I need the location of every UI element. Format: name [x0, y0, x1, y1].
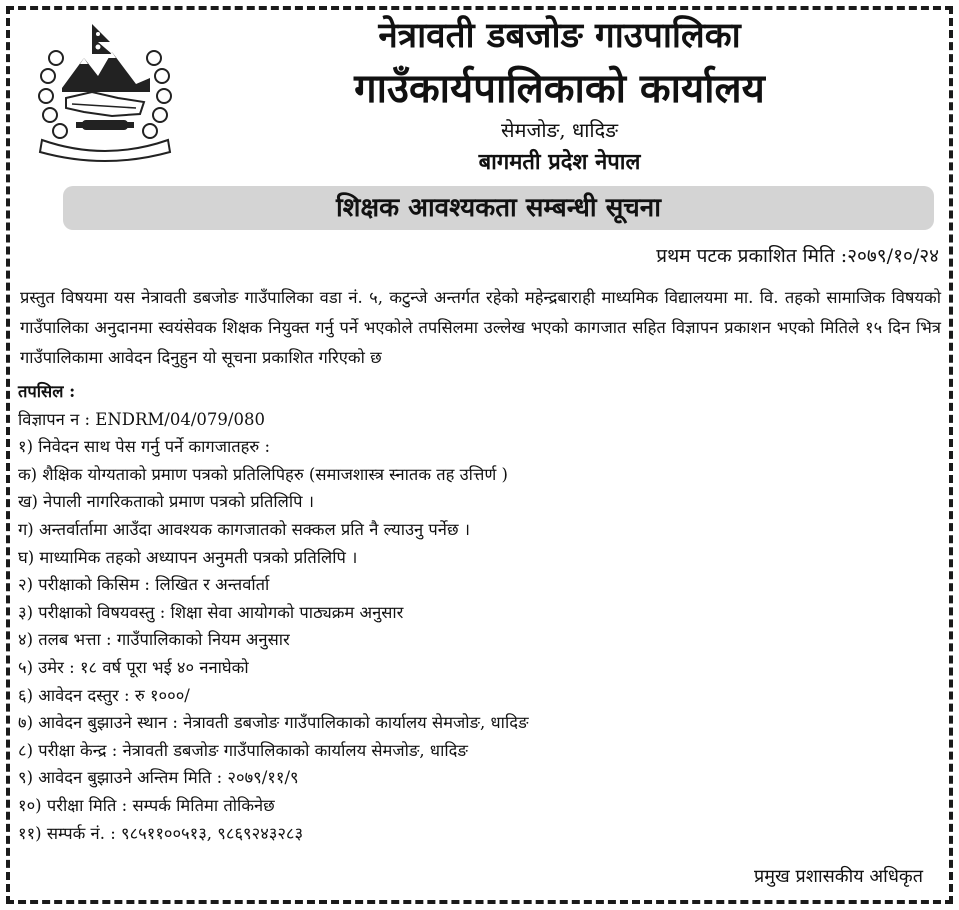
contact-number: ११) सम्पर्क नं. : ९८५११००५१३, ९८६९२४३२८३	[18, 823, 304, 843]
emblem-scroll	[40, 140, 170, 161]
municipality-name: नेत्रावती डबजोङ गाउपालिका	[378, 15, 741, 56]
office-name: गाउँकार्यपालिकाको कार्यालय	[354, 65, 765, 112]
document-item: ख) नेपाली नागरिकताको प्रमाण पत्रको प्रतिलिपि ।	[18, 492, 315, 512]
document-item: घ) माध्यामिक तहको अध्यापन अनुमती पत्रको प्रतिलिपि ।	[18, 547, 358, 567]
document-item: ग) अन्तर्वार्तामा आउँदा आवश्यक कागजातको सक्कल प्रति नै ल्याउनु पर्नेछ ।	[18, 519, 471, 539]
notice-title: शिक्षक आवश्यकता सम्बन्धी सूचना	[63, 186, 934, 230]
intro-paragraph: प्रस्तुत विषयमा यस नेत्रावती डबजोङ गाउँपालिका वडा नं. ५, कटुन्जे अन्तर्गत रहेको महेन्द्रबाराही माध्यमिक विद्यालयमा मा. वि. तहको सामाजिक विषयको गाउँपालिका अनुदानमा स्वयंसेवक शिक्षक नियुक्त गर्नु पर्ने भएकोले तपसिलमा उल्लेख भएको कागजात सहित विज्ञापन प्रकाशन भएको मितिले १५ दिन भित्र गाउँपालिकामा आवेदन दिनुहुन यो सूचना प्रकाशित गरिएको छ	[20, 288, 941, 367]
age-limit: ५) उमेर : १८ वर्ष पूरा भई ४० ननाघेको	[18, 657, 249, 677]
signature-title: प्रमुख प्रशासकीय अधिकृत	[754, 866, 923, 887]
exam-date: १०) परीक्षा मिति : सम्पर्क मितिमा तोकिनेछ	[18, 795, 275, 815]
salary: ४) तलब भत्ता : गाउँपालिकाको नियम अनुसार	[18, 630, 290, 650]
deadline: ९) आवेदन बुझाउने अन्तिम मिति : २०७९/११/९	[18, 768, 299, 788]
emblem-flag	[92, 24, 112, 54]
ad-number: विज्ञापन न : ENDRM/04/079/080	[18, 409, 265, 429]
nepal-emblem-icon	[32, 18, 178, 166]
application-fee: ६) आवेदन दस्तुर : रु १०००/	[18, 685, 190, 705]
address-local: सेमजोङ, धादिङ	[501, 118, 618, 142]
emblem-handshake	[76, 120, 134, 130]
emblem-map	[66, 92, 144, 116]
exam-center: ८) परीक्षा केन्द्र : नेत्रावती डबजोङ गाउँपालिकाको कार्यालय सेमजोङ, धादिङ	[18, 740, 468, 760]
exam-subject: ३) परीक्षाको विषयवस्तु : शिक्षा सेवा आयोगको पाठ्यक्रम अनुसार	[18, 602, 404, 622]
address-province: बागमती प्रदेश नेपाल	[478, 149, 641, 175]
details-heading: तपसिल :	[18, 382, 76, 401]
emblem-mountains	[62, 52, 150, 92]
details-list	[18, 378, 718, 847]
published-date: प्रथम पटक प्रकाशित मिति :२०७९/१०/२४	[656, 245, 939, 267]
document-item: क) शैक्षिक योग्यताको प्रमाण पत्रको प्रतिलिपिहरु (समाजशास्त्र स्नातक तह उत्तिर्ण )	[18, 464, 508, 484]
submission-place: ७) आवेदन बुझाउने स्थान : नेत्रावती डबजोङ गाउँपालिकाको कार्यालय सेमजोङ, धादिङ	[18, 713, 529, 733]
documents-heading: १) निवेदन साथ पेस गर्नु पर्ने कागजातहरु :	[18, 437, 271, 457]
exam-type: २) परीक्षाको किसिम : लिखित र अन्तर्वार्ता	[18, 575, 270, 595]
